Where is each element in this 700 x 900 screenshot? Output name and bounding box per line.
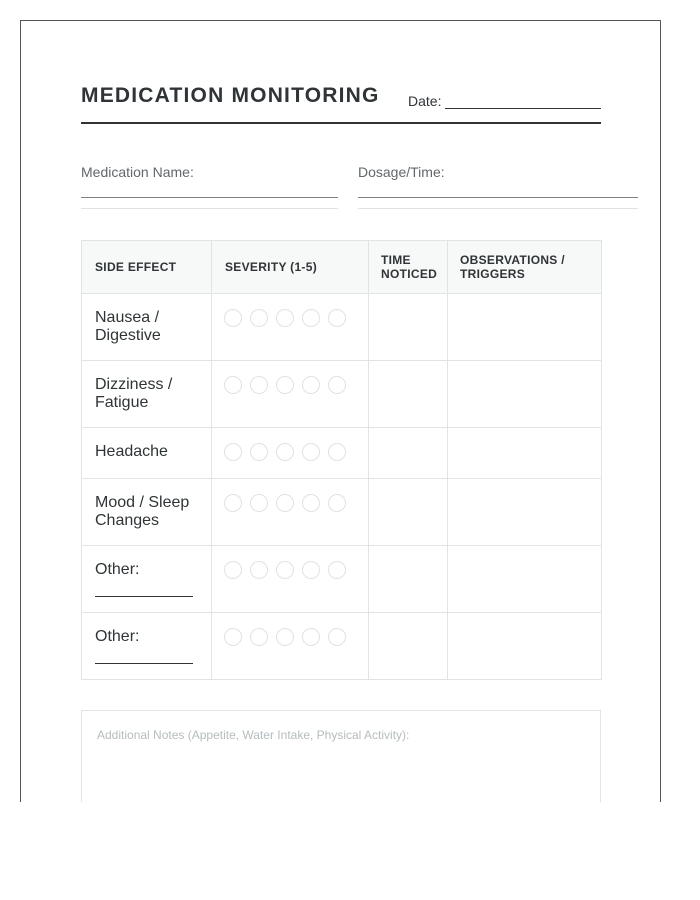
severity-option-3[interactable] xyxy=(276,309,294,327)
severity-cell xyxy=(212,613,369,680)
severity-cell xyxy=(212,546,369,613)
side-effect-cell xyxy=(82,479,212,546)
time-noticed-cell[interactable] xyxy=(369,428,448,479)
column-header-time-noticed-line2: NOTICED xyxy=(381,267,438,281)
table-header-row xyxy=(82,241,602,294)
dosage-time-underline xyxy=(358,208,638,209)
side-effect-cell xyxy=(82,428,212,479)
severity-option-5[interactable] xyxy=(328,561,346,579)
column-header-severity: SEVERITY (1-5) xyxy=(212,241,369,294)
severity-option-5[interactable] xyxy=(328,494,346,512)
severity-option-2[interactable] xyxy=(250,494,268,512)
column-header-time-noticed-line1: TIME xyxy=(381,253,411,267)
medication-name-label: Medication Name: xyxy=(81,164,194,180)
severity-option-4[interactable] xyxy=(302,443,320,461)
side-effect-label-line2: Fatigue xyxy=(95,394,149,411)
severity-cell xyxy=(212,294,369,361)
medication-name-underline xyxy=(81,208,338,209)
table-row xyxy=(82,613,602,680)
side-effect-label: Nausea / xyxy=(95,309,160,326)
side-effect-label: Other: xyxy=(95,628,140,645)
side-effect-cell xyxy=(82,294,212,361)
observations-cell[interactable] xyxy=(448,479,602,546)
observations-cell[interactable] xyxy=(448,546,602,613)
column-header-side-effect: SIDE EFFECT xyxy=(82,241,212,294)
severity-option-1[interactable] xyxy=(224,443,242,461)
severity-option-2[interactable] xyxy=(250,443,268,461)
severity-option-5[interactable] xyxy=(328,309,346,327)
table-row xyxy=(82,361,602,428)
observations-cell[interactable] xyxy=(448,613,602,680)
severity-option-3[interactable] xyxy=(276,494,294,512)
dosage-time-field[interactable] xyxy=(358,197,638,198)
severity-option-3[interactable] xyxy=(276,376,294,394)
time-noticed-cell[interactable] xyxy=(369,361,448,428)
additional-notes-label: Additional Notes (Appetite, Water Intake, Physical Activity): xyxy=(97,728,410,742)
column-header-time-noticed xyxy=(369,241,448,294)
other-write-in-field[interactable] xyxy=(95,596,193,597)
severity-option-4[interactable] xyxy=(302,376,320,394)
table-row xyxy=(82,294,602,361)
side-effect-cell xyxy=(82,546,212,613)
other-write-in-field[interactable] xyxy=(95,663,193,664)
severity-option-3[interactable] xyxy=(276,628,294,646)
additional-notes-box[interactable] xyxy=(81,710,601,802)
column-header-observations-line2: TRIGGERS xyxy=(460,267,526,281)
side-effect-label: Dizziness / xyxy=(95,376,173,393)
severity-option-3[interactable] xyxy=(276,443,294,461)
severity-option-5[interactable] xyxy=(328,443,346,461)
severity-option-2[interactable] xyxy=(250,561,268,579)
severity-option-5[interactable] xyxy=(328,376,346,394)
side-effect-cell xyxy=(82,361,212,428)
side-effect-label-line2: Digestive xyxy=(95,327,161,344)
severity-cell xyxy=(212,428,369,479)
medication-name-field[interactable] xyxy=(81,197,338,198)
dosage-time-label: Dosage/Time: xyxy=(358,164,445,180)
severity-cell xyxy=(212,479,369,546)
severity-option-2[interactable] xyxy=(250,628,268,646)
severity-option-4[interactable] xyxy=(302,309,320,327)
severity-option-4[interactable] xyxy=(302,494,320,512)
severity-option-2[interactable] xyxy=(250,309,268,327)
table-row xyxy=(82,428,602,479)
side-effect-label: Other: xyxy=(95,561,140,578)
date-label: Date: xyxy=(408,93,442,109)
severity-option-1[interactable] xyxy=(224,309,242,327)
side-effect-label: Mood / Sleep xyxy=(95,494,190,511)
severity-option-1[interactable] xyxy=(224,561,242,579)
severity-option-5[interactable] xyxy=(328,628,346,646)
severity-option-1[interactable] xyxy=(224,494,242,512)
time-noticed-cell[interactable] xyxy=(369,613,448,680)
side-effect-cell xyxy=(82,613,212,680)
time-noticed-cell[interactable] xyxy=(369,294,448,361)
time-noticed-cell[interactable] xyxy=(369,546,448,613)
observations-cell[interactable] xyxy=(448,428,602,479)
time-noticed-cell[interactable] xyxy=(369,479,448,546)
severity-option-4[interactable] xyxy=(302,628,320,646)
column-header-observations xyxy=(448,241,602,294)
observations-cell[interactable] xyxy=(448,361,602,428)
side-effect-label-line2: Changes xyxy=(95,512,160,529)
severity-cell xyxy=(212,361,369,428)
page-title: MEDICATION MONITORING xyxy=(81,84,380,107)
severity-option-4[interactable] xyxy=(302,561,320,579)
severity-option-1[interactable] xyxy=(224,376,242,394)
table-row xyxy=(82,479,602,546)
column-header-observations-line1: OBSERVATIONS / xyxy=(460,253,565,267)
observations-cell[interactable] xyxy=(448,294,602,361)
side-effect-table xyxy=(81,240,602,680)
severity-option-2[interactable] xyxy=(250,376,268,394)
severity-option-3[interactable] xyxy=(276,561,294,579)
date-field[interactable] xyxy=(445,108,601,109)
severity-option-1[interactable] xyxy=(224,628,242,646)
side-effect-label: Headache xyxy=(95,443,168,460)
title-divider xyxy=(81,122,601,124)
table-row xyxy=(82,546,602,613)
worksheet-page xyxy=(20,20,661,802)
